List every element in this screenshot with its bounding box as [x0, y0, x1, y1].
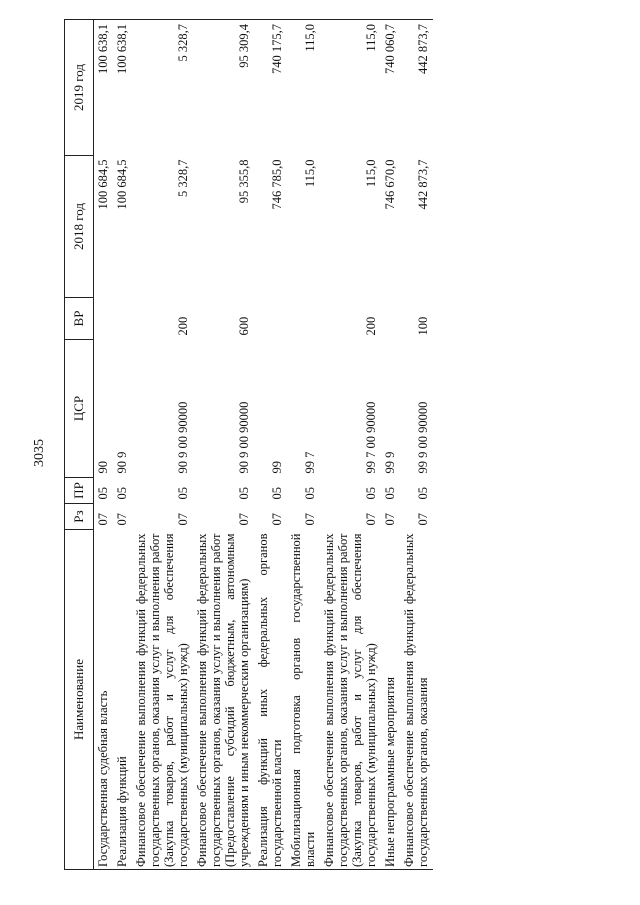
table-row	[287, 20, 320, 870]
row-vr	[287, 298, 320, 340]
row-pr: 05	[383, 487, 397, 500]
row-2018: 5 328,7	[176, 159, 190, 197]
row-rz: 07	[96, 513, 110, 526]
row-name: Реализация функций	[113, 530, 132, 870]
row-vr: 600	[237, 316, 251, 336]
row-rz: 07	[364, 513, 378, 526]
row-rz: 07	[237, 513, 251, 526]
budget-table-rotated	[64, 20, 619, 870]
row-2018: 95 355,8	[237, 159, 251, 204]
row-pr: 05	[364, 487, 378, 500]
row-2019: 115,0	[287, 20, 320, 156]
row-rz: 07	[383, 513, 397, 526]
row-2018: 115,0	[303, 159, 317, 188]
row-pr: 05	[416, 487, 430, 500]
table-row	[94, 20, 114, 870]
row-2019: 5 328,7	[132, 20, 193, 156]
row-pr: 05	[237, 487, 251, 500]
row-csr: 90 9 00 90000	[176, 401, 190, 474]
table-row	[254, 20, 287, 870]
row-vr: 200	[176, 316, 190, 336]
header-rz: Рз	[65, 504, 94, 530]
row-csr: 99	[270, 461, 284, 474]
row-rz: 07	[115, 513, 129, 526]
row-2019: 100 638,1	[113, 20, 132, 156]
row-csr: 90 9	[115, 451, 129, 474]
header-2019: 2019 год	[65, 20, 94, 156]
row-vr	[113, 298, 132, 340]
table-row	[132, 20, 193, 870]
row-pr: 05	[96, 487, 110, 500]
row-vr	[254, 298, 287, 340]
row-2018: 100 684,5	[96, 159, 110, 210]
row-2019: 100 638,1	[94, 20, 114, 156]
table-row	[193, 20, 254, 870]
row-2019: 740 175,7	[254, 20, 287, 156]
row-vr	[381, 298, 400, 340]
row-2018: 100 684,5	[115, 159, 129, 210]
row-csr: 99 7	[303, 451, 317, 474]
row-vr: 200	[364, 316, 378, 336]
table-body	[94, 20, 434, 870]
row-2018: 746 785,0	[270, 159, 284, 210]
header-vr: ВР	[65, 298, 94, 340]
row-csr: 99 9	[383, 451, 397, 474]
row-csr: 99 9 00 90000	[416, 401, 430, 474]
row-name: Мобилизационная подготовка органов государственной власти	[287, 530, 320, 870]
row-2018: 115,0	[364, 159, 378, 188]
row-pr: 05	[303, 487, 317, 500]
row-name: Финансовое обеспечение выполнения функций федеральных государственных органов, оказания услуг и выполнения работ (Предоставление субсидий бюджетным, автономным учреждениям и иным некоммерческим организациям)	[193, 530, 254, 870]
row-2019: 442 873,7	[400, 20, 433, 156]
row-vr: 100	[416, 316, 430, 336]
table-row	[381, 20, 400, 870]
row-rz: 07	[303, 513, 317, 526]
row-rz: 07	[416, 513, 430, 526]
row-pr: 05	[176, 487, 190, 500]
row-rz: 07	[270, 513, 284, 526]
row-2018: 442 873,7	[416, 159, 430, 210]
header-pr: ПР	[65, 478, 94, 504]
table-header	[65, 20, 94, 870]
page-number: 3035	[32, 439, 47, 467]
row-csr: 90	[96, 461, 110, 474]
row-name: Финансовое обеспечение выполнения функций федеральных государственных органов, оказания	[400, 530, 433, 870]
row-2019: 115,0	[320, 20, 381, 156]
row-rz: 07	[176, 513, 190, 526]
header-row	[65, 20, 94, 870]
row-name: Финансовое обеспечение выполнения функций федеральных государственных органов, оказания услуг и выполнения работ (Закупка товаров, работ и услуг для обеспечения государственных (муниципальных) нужд)	[132, 530, 193, 870]
row-vr	[94, 298, 114, 340]
row-2019: 95 309,4	[193, 20, 254, 156]
header-2018: 2018 год	[65, 156, 94, 298]
row-pr: 05	[115, 487, 129, 500]
table-row	[400, 20, 433, 870]
table-row	[113, 20, 132, 870]
row-csr: 90 9 00 90000	[237, 401, 251, 474]
row-pr: 05	[270, 487, 284, 500]
budget-table	[64, 19, 433, 870]
row-2018: 746 670,0	[383, 159, 397, 210]
row-2019: 740 060,7	[381, 20, 400, 156]
row-name: Реализация функций иных федеральных органов государственной власти	[254, 530, 287, 870]
header-csr: ЦСР	[65, 340, 94, 478]
header-name: Наименование	[65, 530, 94, 870]
table-row	[320, 20, 381, 870]
row-csr: 99 7 00 90000	[364, 401, 378, 474]
row-name: Иные непрограммные мероприятия	[381, 530, 400, 870]
row-name: Государственная судебная власть	[94, 530, 114, 870]
row-name: Финансовое обеспечение выполнения функций федеральных государственных органов, оказания услуг и выполнения работ (Закупка товаров, работ и услуг для обеспечения государственных (муниципальных) нужд)	[320, 530, 381, 870]
